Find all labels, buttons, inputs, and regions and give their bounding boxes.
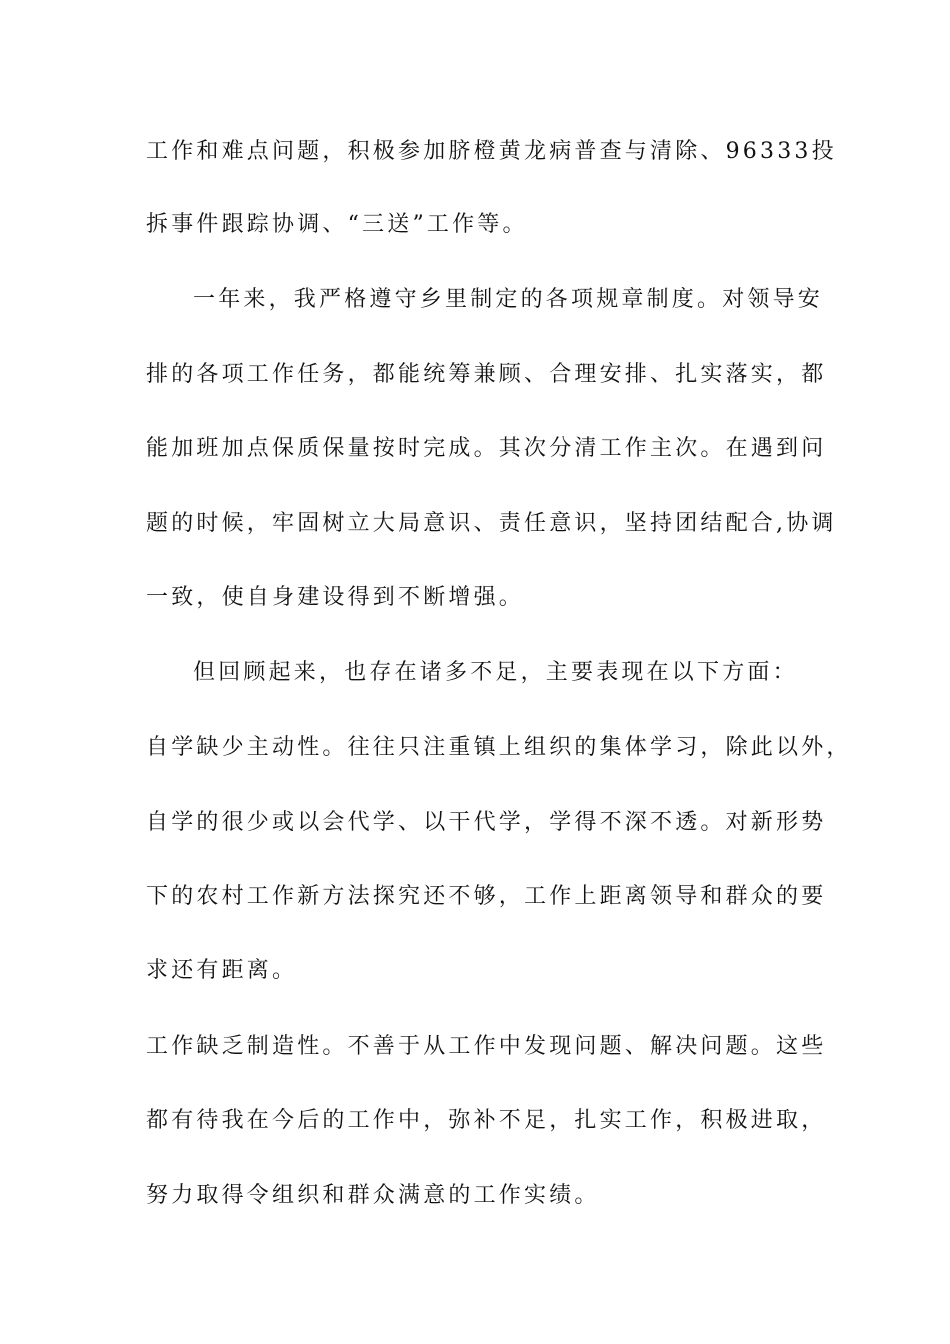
text-line: 都有待我在今后的工作中，弥补不足，扎实工作，积极进取，	[146, 1108, 827, 1133]
text-line: 一致，使自身建设得到不断增强。	[146, 585, 525, 610]
text-line: 下的农村工作新方法探究还不够，工作上距离领导和群众的要	[146, 884, 827, 909]
text-line: 求还有距离。	[146, 958, 298, 983]
text-line: 工作和难点问题，积极参加脐橙黄龙病普查与清除、96333投	[146, 139, 837, 164]
text-line: 能加班加点保质保量按时完成。其次分清工作主次。在遇到问	[146, 436, 827, 461]
text-line: 排的各项工作任务，都能统筹兼顾、合理安排、扎实落实，都	[146, 362, 827, 387]
paragraph-start-line: 但回顾起来，也存在诸多不足，主要表现在以下方面：	[193, 660, 798, 685]
text-line: 工作缺乏制造性。不善于从工作中发现问题、解决问题。这些	[146, 1034, 827, 1059]
paragraph-start-line: 一年来，我严格遵守乡里制定的各项规章制度。对领导安	[193, 287, 824, 312]
text-line: 自学缺少主动性。往往只注重镇上组织的集体学习，除此以外，	[146, 735, 852, 760]
text-line: 自学的很少或以会代学、以干代学，学得不深不透。对新形势	[146, 810, 827, 835]
text-line: 题的时候，牢固树立大局意识、责任意识，坚持团结配合,协调	[146, 511, 837, 536]
text-line: 努力取得令组织和群众满意的工作实绩。	[146, 1183, 600, 1208]
text-line: 拆事件跟踪协调、“三送”工作等。	[146, 212, 528, 237]
